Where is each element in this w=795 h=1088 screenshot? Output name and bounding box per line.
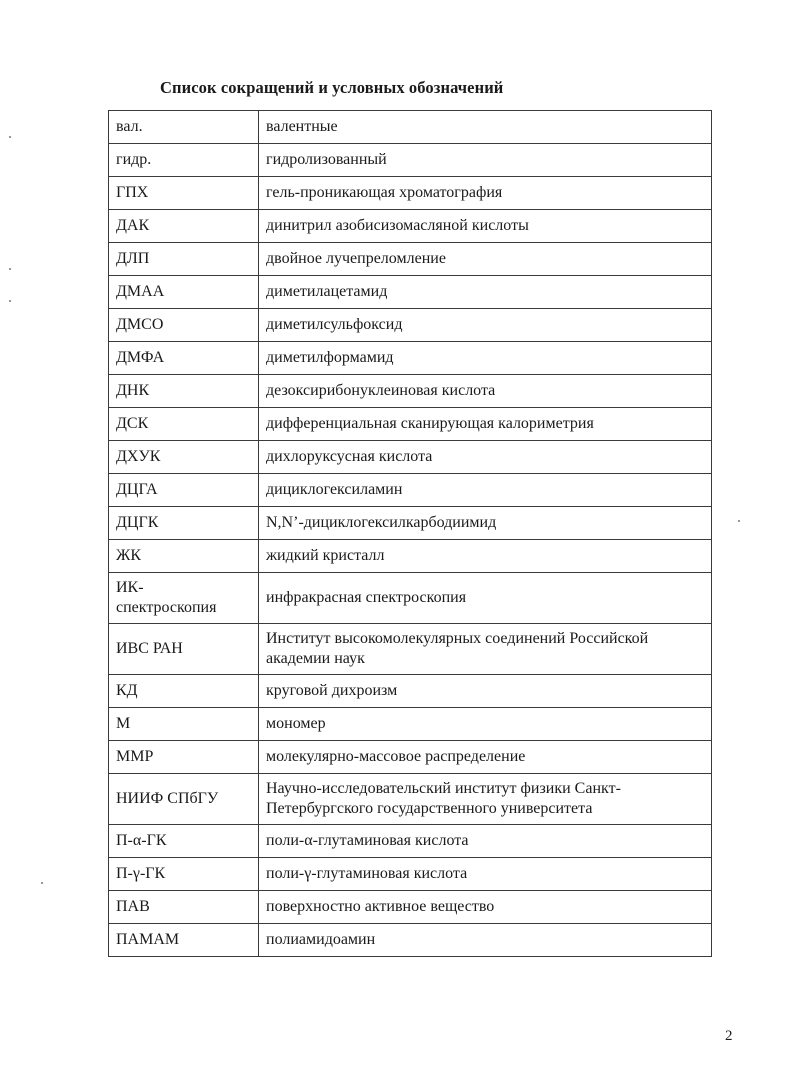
table-row xyxy=(109,507,712,540)
abbreviation-definition: двойное лучепреломление xyxy=(259,243,712,276)
scan-speck xyxy=(9,136,11,138)
abbreviation-term: ИВС РАН xyxy=(109,624,259,675)
table-row xyxy=(109,540,712,573)
abbreviation-definition: молекулярно-массовое распределение xyxy=(259,741,712,774)
table-row xyxy=(109,243,712,276)
table-row xyxy=(109,573,712,624)
abbreviation-definition: мономер xyxy=(259,708,712,741)
table-row xyxy=(109,741,712,774)
abbreviation-definition: дихлоруксусная кислота xyxy=(259,441,712,474)
abbreviation-definition: дициклогексиламин xyxy=(259,474,712,507)
scan-speck xyxy=(9,268,11,270)
abbreviation-term: ДХУК xyxy=(109,441,259,474)
table-row xyxy=(109,408,712,441)
table-row xyxy=(109,624,712,675)
abbreviations-table-body xyxy=(109,111,712,957)
abbreviation-definition: Институт высокомолекулярных соединений Российской академии наук xyxy=(259,624,712,675)
abbreviation-term: М xyxy=(109,708,259,741)
abbreviation-definition: диметилсульфоксид xyxy=(259,309,712,342)
table-row xyxy=(109,144,712,177)
abbreviation-term: ДЦГА xyxy=(109,474,259,507)
abbreviation-term: ММР xyxy=(109,741,259,774)
page-number: 2 xyxy=(725,1028,733,1044)
page-title: Список сокращений и условных обозначений xyxy=(160,78,504,97)
table-row xyxy=(109,111,712,144)
abbreviation-definition: дифференциальная сканирующая калориметрия xyxy=(259,408,712,441)
abbreviation-term: П-γ-ГК xyxy=(109,858,259,891)
abbreviation-definition: инфракрасная спектроскопия xyxy=(259,573,712,624)
table-row xyxy=(109,474,712,507)
table-row xyxy=(109,675,712,708)
table-row xyxy=(109,891,712,924)
abbreviation-definition: дезоксирибонуклеиновая кислота xyxy=(259,375,712,408)
abbreviation-definition: поверхностно активное вещество xyxy=(259,891,712,924)
abbreviation-term: ДМАА xyxy=(109,276,259,309)
table-row xyxy=(109,342,712,375)
abbreviation-definition: круговой дихроизм xyxy=(259,675,712,708)
abbreviation-term: П-α-ГК xyxy=(109,825,259,858)
scan-speck xyxy=(738,520,740,522)
abbreviation-definition: жидкий кристалл xyxy=(259,540,712,573)
abbreviation-definition: валентные xyxy=(259,111,712,144)
abbreviation-term: ДНК xyxy=(109,375,259,408)
abbreviation-term: ДЛП xyxy=(109,243,259,276)
abbreviation-term: ДАК xyxy=(109,210,259,243)
abbreviation-term: ДМФА xyxy=(109,342,259,375)
table-row xyxy=(109,177,712,210)
abbreviation-definition: гель-проникающая хроматография xyxy=(259,177,712,210)
abbreviation-definition: полиамидоамин xyxy=(259,924,712,957)
abbreviation-term: ГПХ xyxy=(109,177,259,210)
abbreviation-term: ПАВ xyxy=(109,891,259,924)
abbreviation-term: ПАМАМ xyxy=(109,924,259,957)
abbreviation-definition: N,N’-дициклогексилкарбодиимид xyxy=(259,507,712,540)
table-row xyxy=(109,924,712,957)
abbreviation-term: ИК- спектроскопия xyxy=(109,573,259,624)
table-row xyxy=(109,210,712,243)
scan-speck xyxy=(9,300,11,302)
table-row xyxy=(109,774,712,825)
abbreviation-definition: поли-γ-глутаминовая кислота xyxy=(259,858,712,891)
abbreviations-table xyxy=(108,110,712,957)
table-row xyxy=(109,309,712,342)
abbreviation-term: ДЦГК xyxy=(109,507,259,540)
abbreviation-definition: диметилформамид xyxy=(259,342,712,375)
abbreviation-definition: поли-α-глутаминовая кислота xyxy=(259,825,712,858)
abbreviation-definition: динитрил азобисизомасляной кислоты xyxy=(259,210,712,243)
scan-speck xyxy=(41,882,43,884)
table-row xyxy=(109,441,712,474)
table-row xyxy=(109,276,712,309)
table-row xyxy=(109,708,712,741)
abbreviation-definition: Научно-исследовательский институт физики Санкт-Петербургского государственного университета xyxy=(259,774,712,825)
abbreviation-term: КД xyxy=(109,675,259,708)
abbreviation-term: ДСК xyxy=(109,408,259,441)
abbreviation-term: вал. xyxy=(109,111,259,144)
abbreviation-term: ЖК xyxy=(109,540,259,573)
table-row xyxy=(109,858,712,891)
abbreviation-definition: гидролизованный xyxy=(259,144,712,177)
table-row xyxy=(109,375,712,408)
abbreviation-definition: диметилацетамид xyxy=(259,276,712,309)
abbreviation-term: ДМСО xyxy=(109,309,259,342)
abbreviation-term: гидр. xyxy=(109,144,259,177)
table-row xyxy=(109,825,712,858)
abbreviation-term: НИИФ СПбГУ xyxy=(109,774,259,825)
